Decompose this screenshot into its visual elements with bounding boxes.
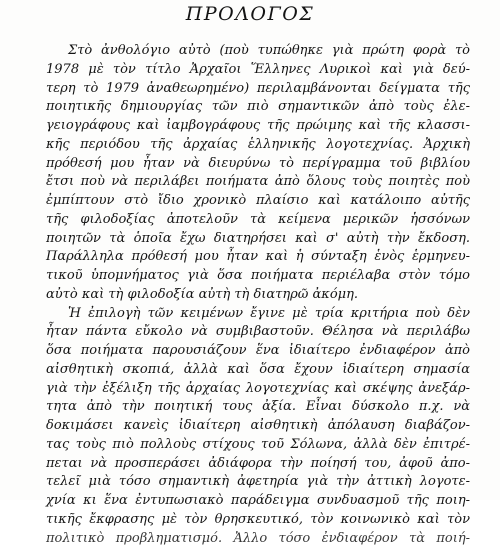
text-line: ποιητικῆς δημιουργίας τῶν πιὸ σημαντικῶν ἀπὸ τοὺς ἐλε-	[46, 99, 470, 115]
text-line: χνία κι ἕνα ἐντυπωσιακὸ παράδειγμα συνδυασμοῦ τῆς ποιη-	[46, 493, 470, 508]
text-line: πρόθεσή μου ἦταν νὰ διευρύνω τὸ περίγραμμα τοῦ βιβλίου	[46, 155, 470, 171]
text-line: Ἡ ἐπιλογὴ τῶν κειμένων ἔγινε μὲ τρία κριτήρια ποὺ δὲν	[68, 305, 470, 321]
text-line: τητα ἀπὸ τὴν ποιητική τους ἀξία. Εἶναι δύσκολο π.χ. νὰ	[46, 399, 470, 415]
text-line: τελεῖ μιὰ τόσο σημαντικὴ ἀφετηρία γιὰ τὴν ἀττικὴ λογοτε-	[46, 474, 470, 490]
text-line: 1978 μὲ τὸν τίτλο Ἀρχαῖοι Ἕλληνες Λυρικοὶ καὶ γιὰ δεύ-	[46, 61, 470, 77]
text-line: τῆς φιλοδοξίας ἀποτελοῦν τὰ κείμενα μερικῶν ἡσσόνων	[46, 211, 470, 227]
text-line: ὅσα ποιήματα παρουσιάζουν ἕνα ἰδιαίτερο ἐνδιαφέρον ἀπὸ	[46, 343, 470, 358]
text-line: τικῆς ἔκφρασης μὲ τὸν θρησκευτικό, τὸν κοινωνικὸ καὶ τὸν	[46, 511, 470, 527]
text-line: πολιτικὸ προβληματισμό. Ἀλλο τόσο ἐνδιαφέρον τὰ ποιή-	[46, 530, 470, 546]
text-line: γιὰ τὴν ἐξέλιξη τῆς ἀρχαίας λογοτεχνίας καὶ σκέψης ἀνεξάρ-	[46, 380, 470, 396]
page-heading: ΠΡΟΛΟΓΟΣ	[185, 3, 315, 25]
text-line: Παράλληλα πρόθεσή μου ἦταν καὶ ἡ σύνταξη ἑνὸς ἑρμηνευ-	[46, 249, 470, 265]
text-line: τας τοὺς πιὸ πολλοὺς στίχους τοῦ Σόλωνα, ἀλλὰ δὲν ἐπιτρέ-	[46, 436, 470, 452]
text-line: ἦταν πάντα εὔκολο νὰ συμβιβαστοῦν. Θέλησα νὰ περιλάβω	[46, 324, 470, 340]
text-line: κῆς περιόδου τῆς ἀρχαίας ἑλληνικῆς λογοτεχνίας. Ἀρχικὴ	[46, 136, 470, 152]
text-line: δοκιμάσει κανεὶς ἰδιαίτερη αἰσθητικὴ ἀπόλαυση διαβάζον-	[46, 418, 470, 433]
text-body	[46, 42, 470, 546]
text-line: ἔτσι ποὺ νὰ περιλάβει ποιήματα ἀπὸ ὅλους τοὺς ποιητὲς ποὺ	[46, 174, 470, 190]
text-line: πεται νὰ προσπεράσει ἀδιάφορα τὴν ποίησή του, ἀφοῦ ἀπο-	[46, 455, 470, 471]
text-line: γειογράφους καὶ ἰαμβογράφους τῆς πρώιμης καὶ τῆς κλασσι-	[46, 118, 470, 133]
text-line: ποιητῶν τὰ ὁποῖα ἔχω διατηρήσει καὶ σ' αὐτὴ τὴν ἔκδοση.	[46, 230, 470, 246]
text-line: αἰσθητικὴ σκοπιά, ἀλλὰ καὶ ὅσα ἔχουν ἰδιαίτερη σημασία	[46, 361, 470, 377]
text-line: ἐμπίπτουν στὸ ἴδιο χρονικὸ πλαίσιο καὶ κατάλοιπο αὐτῆς	[46, 193, 470, 208]
text-line: τερη τὸ 1979 ἀναθεωρημένο) περιλαμβάνονται δείγματα τῆς	[46, 80, 470, 96]
text-line: Στὸ ἀνθολόγιο αὐτὸ (ποὺ τυπώθηκε γιὰ πρώτη φορὰ τὸ	[68, 43, 470, 58]
text-line: τικοῦ ὑπομνήματος γιὰ ὅσα ποιήματα περιέλαβα στὸν τόμο	[46, 268, 470, 283]
text-line: αὐτὸ καὶ τὴ φιλοδοξία αὐτὴ τὴ διατηρῶ ἀκόμη.	[46, 286, 359, 302]
